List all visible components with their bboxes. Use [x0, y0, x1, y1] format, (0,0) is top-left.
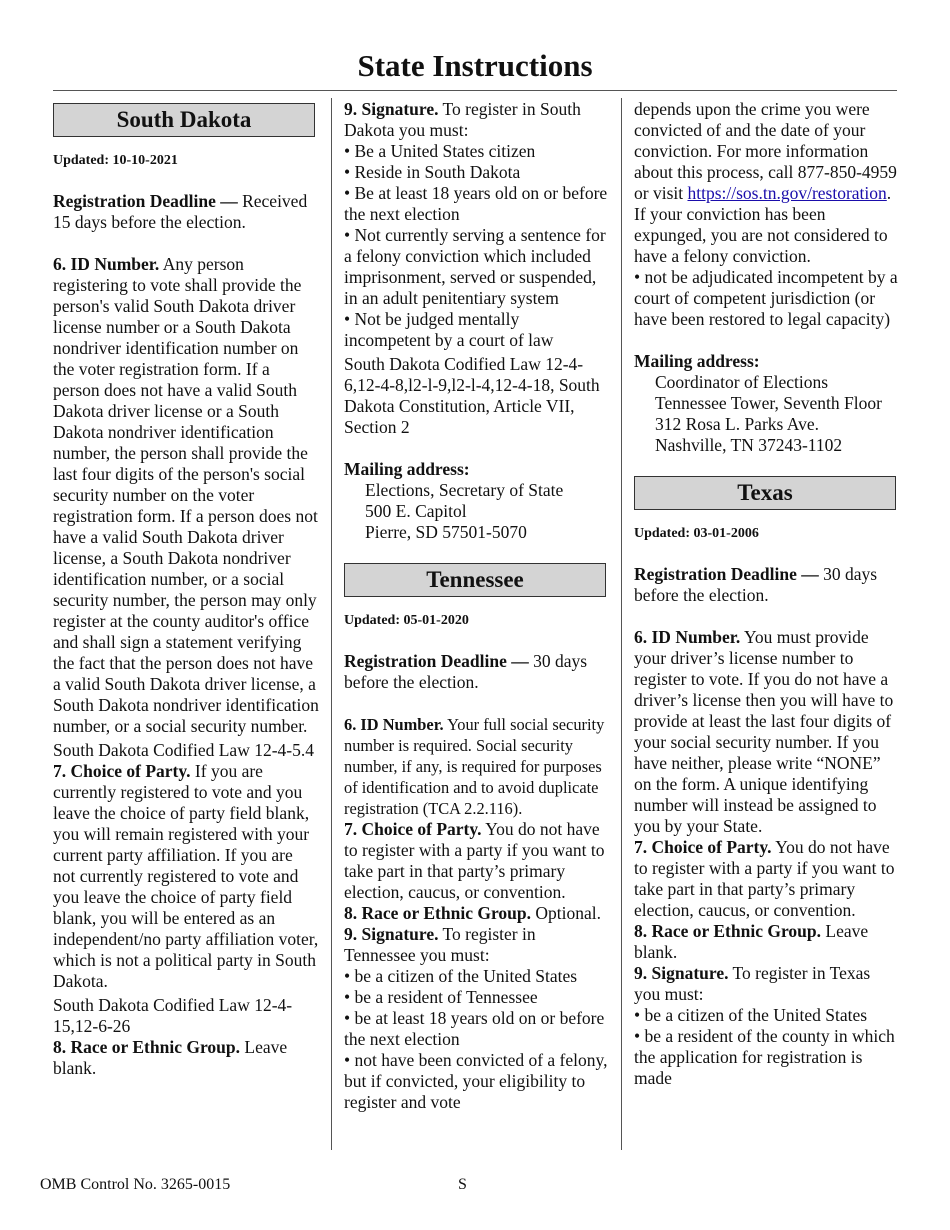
id-label: 6. ID Number.: [344, 715, 444, 734]
address-line: Nashville, TN 37243-1102: [655, 435, 843, 455]
column-divider-2: [621, 98, 622, 1150]
tennessee-deadline: [344, 651, 610, 693]
tennessee-race: [344, 903, 610, 924]
list-item: • Be at least 18 years old on or before the next election: [344, 183, 608, 224]
texas-id-number: [634, 627, 900, 837]
south-dakota-id-law: South Dakota Codified Law 12-4-5.4: [53, 740, 314, 760]
south-dakota-party-law: South Dakota Codified Law 12-4-15,12-6-26: [53, 995, 293, 1036]
id-text: Your full social security number is required. Social security number, if any, is required for purposes of identification and to avoid duplicate registration (TCA 2.2.116).: [344, 715, 605, 818]
party-label: 7. Choice of Party.: [344, 819, 482, 839]
id-label: 6. ID Number.: [634, 627, 741, 647]
deadline-label: Registration Deadline —: [53, 191, 238, 211]
list-item: • not be adjudicated incompetent by a court of competent jurisdiction (or have been restored to legal capacity): [634, 267, 898, 329]
tennessee-signature: [344, 924, 610, 966]
south-dakota-id-number: [53, 254, 319, 737]
south-dakota-updated: Updated: 10-10-2021: [53, 153, 178, 168]
column-divider-1: [331, 98, 332, 1150]
title-divider: [53, 90, 897, 91]
id-label: 6. ID Number.: [53, 254, 160, 274]
list-item: • not have been convicted of a felony, but if convicted, your eligibility to register and vote: [344, 1050, 608, 1112]
column-2: [344, 99, 610, 1113]
south-dakota-signature-law: South Dakota Codified Law 12-4-6,12-4-8,l2-l-9,l2-l-4,12-4-18, South Dakota Constitution, Article VII, Section 2: [344, 354, 600, 437]
south-dakota-party: [53, 761, 319, 992]
address-line: Tennessee Tower, Seventh Floor: [655, 393, 882, 413]
texas-deadline: [634, 564, 900, 606]
list-item: • be a resident of the county in which the application for registration is made: [634, 1026, 895, 1088]
signature-text: To register in Texas you must:: [634, 963, 871, 1004]
race-label: 8. Race or Ethnic Group.: [344, 903, 531, 923]
list-item: • be a citizen of the United States: [634, 1005, 868, 1025]
signature-label: 9. Signature.: [344, 99, 439, 119]
tennessee-header: Tennessee: [344, 563, 606, 597]
deadline-text: Received 15 days before the election.: [53, 191, 308, 232]
south-dakota-deadline: [53, 191, 319, 233]
party-text: If you are currently registered to vote and you leave the choice of party field blank, you will remain registered with your current party affiliation. If you are not currently registered to vote and you leave the choice of party field blank, you will be entered as an independent/no party affiliation voter, which is not a political party in South Dakota.: [53, 761, 319, 991]
id-text: Any person registering to vote shall provide the person's valid South Dakota driver license number or a South Dakota nondriver identification number on the voter registration form. If a person does not have a valid South Dakota driver license or a South Dakota nondriver identification number, the person shall provide the last four digits of the person's social security number on the voter registration form. If a person does not have a valid South Dakota driver license, a South Dakota nondriver identification number, or a social security number, the person may only register at the county auditor's office and shall sign a statement verifying the fact that the person does not have a valid South Dakota driver license, a South Dakota nondriver identification number, or a social security number.: [53, 254, 319, 736]
tennessee-felony-continued: [634, 99, 900, 267]
party-label: 7. Choice of Party.: [634, 837, 772, 857]
list-item: • be at least 18 years old on or before the next election: [344, 1008, 605, 1049]
address-line: Coordinator of Elections: [655, 372, 829, 392]
list-item: • be a citizen of the United States: [344, 966, 578, 986]
address-line: Pierre, SD 57501-5070: [365, 522, 527, 542]
race-text: Leave blank.: [634, 921, 869, 962]
tennessee-party: [344, 819, 610, 903]
list-item: • Be a United States citizen: [344, 141, 536, 161]
south-dakota-header: South Dakota: [53, 103, 315, 137]
tennessee-updated: Updated: 05-01-2020: [344, 613, 469, 628]
race-label: 8. Race or Ethnic Group.: [53, 1037, 240, 1057]
id-text: You must provide your driver’s license number to register to vote. If you do not have a driver’s license then you will have to provide at least the last four digits of your social security number. If you have neither, please write “NONE” on the form. A unique identifying number will instead be assigned to you by your State.: [634, 627, 894, 836]
deadline-label: Registration Deadline —: [634, 564, 819, 584]
texas-party: [634, 837, 900, 921]
deadline-text: 30 days before the election.: [344, 651, 588, 692]
page-marker: S: [458, 1176, 467, 1193]
texas-header: Texas: [634, 476, 896, 510]
texas-updated: Updated: 03-01-2006: [634, 526, 759, 541]
address-line: 500 E. Capitol: [365, 501, 467, 521]
race-text: Leave blank.: [53, 1037, 288, 1078]
south-dakota-signature: [344, 99, 610, 141]
felony-text: depends upon the crime you were convicted of and the date of your conviction. For more information about this process, call 877-850-4959 or visit: [634, 99, 897, 203]
signature-text: To register in Tennessee you must:: [344, 924, 536, 965]
party-text: You do not have to register with a party if you want to take part in that party’s primary election, caucus, or convention.: [634, 837, 895, 920]
race-text: Optional.: [531, 903, 601, 923]
south-dakota-race: [53, 1037, 319, 1079]
list-item: • Not be judged mentally incompetent by a court of law: [344, 309, 554, 350]
deadline-text: 30 days before the election.: [634, 564, 878, 605]
tennessee-id-number: [344, 714, 610, 819]
signature-text: To register in South Dakota you must:: [344, 99, 581, 140]
restoration-link[interactable]: https://sos.tn.gov/restoration: [687, 183, 887, 203]
party-label: 7. Choice of Party.: [53, 761, 191, 781]
race-label: 8. Race or Ethnic Group.: [634, 921, 821, 941]
address-line: 312 Rosa L. Parks Ave.: [655, 414, 819, 434]
list-item: • Reside in South Dakota: [344, 162, 521, 182]
signature-label: 9. Signature.: [634, 963, 729, 983]
column-3: [634, 99, 900, 1089]
felony-text-end: . If your conviction has been expunged, you are not considered to have a felony conviction.: [634, 183, 892, 266]
page-title: State Instructions: [357, 48, 593, 83]
party-text: You do not have to register with a party if you want to take part in that party’s primary election, caucus, or convention.: [344, 819, 605, 902]
omb-control-number: OMB Control No. 3265-0015: [40, 1176, 231, 1193]
list-item: • be a resident of Tennessee: [344, 987, 538, 1007]
deadline-label: Registration Deadline —: [344, 651, 529, 671]
list-item: • Not currently serving a sentence for a felony conviction which included imprisonment, served or suspended, in an adult penitentiary system: [344, 225, 606, 308]
south-dakota-mailing-label: Mailing address:: [344, 459, 470, 479]
signature-label: 9. Signature.: [344, 924, 439, 944]
texas-signature: [634, 963, 900, 1005]
address-line: Elections, Secretary of State: [365, 480, 564, 500]
tennessee-mailing-label: Mailing address:: [634, 351, 760, 371]
column-1: [53, 103, 319, 1079]
texas-race: [634, 921, 900, 963]
